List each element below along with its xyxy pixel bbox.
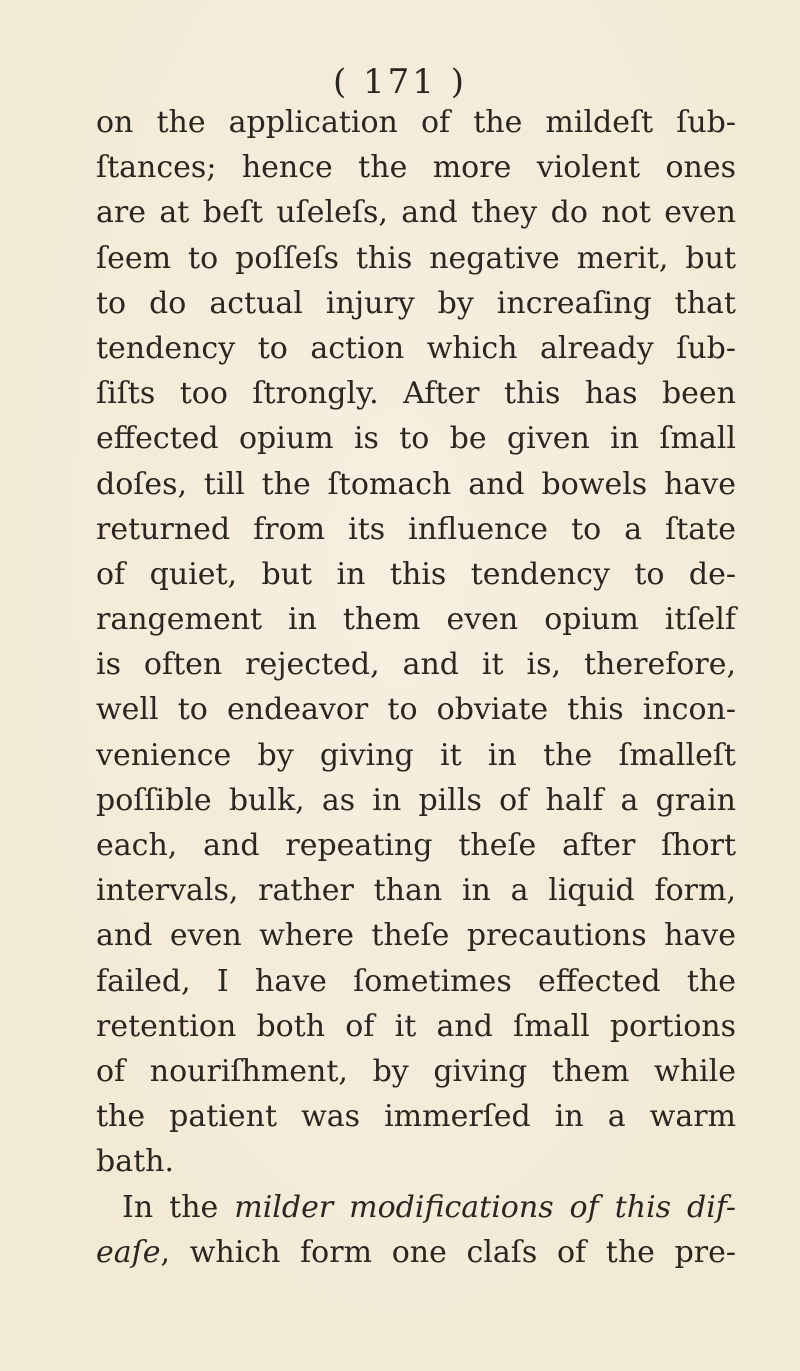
text-line: effected opium is to be given in ſmall <box>96 421 736 457</box>
text-line: each, and repeating theſe after ſhort <box>96 828 736 863</box>
italic-run: eaſe <box>96 1234 161 1270</box>
paragraph-start-line <box>96 1185 736 1230</box>
text-line: returned from its influence to a ſtate <box>96 511 736 547</box>
text-line: ſiſts too ſtrongly. After this has been <box>96 376 736 412</box>
text-line: retention both of it and ſmall portions <box>96 1008 736 1044</box>
text-line: to do actual injury by increaſing that <box>96 285 736 321</box>
text-line: is often rejected, and it is, therefore, <box>96 647 736 683</box>
text-line <box>96 1230 736 1275</box>
text-line: of nouriſhment, by giving them while <box>96 1053 736 1089</box>
text-line: intervals, rather than in a liquid form, <box>96 873 736 909</box>
text-run: , which form one claſs of the pre- <box>160 1234 736 1270</box>
text-line: on the application of the mildeſt ſub- <box>96 105 736 140</box>
text-line: doſes, till the ſtomach and bowels have <box>96 466 736 502</box>
text-line: failed, I have ſometimes effected the <box>96 963 736 999</box>
text-line: of quiet, but in this tendency to de- <box>96 556 736 592</box>
text-line: the patient was immerſed in a warm <box>96 1099 736 1135</box>
text-line: ſtances; hence the more violent ones <box>96 150 736 186</box>
text-line: ſeem to poſſeſs this negative merit, but <box>96 240 736 276</box>
text-line: rangement in them even opium itſelf <box>96 602 736 638</box>
text-line: and even where theſe precautions have <box>96 918 736 954</box>
body-text <box>96 100 736 1275</box>
text-line: venience by giving it in the ſmalleſt <box>96 737 736 773</box>
text-line: are at beſt uſeleſs, and they do not even <box>96 195 736 231</box>
text-line: poſſible bulk, as in pills of half a grain <box>96 782 736 818</box>
text-line: tendency to action which already ſub- <box>96 330 736 366</box>
text-line-end-paragraph: bath. <box>96 1144 175 1180</box>
italic-run: milder modifications of this dif- <box>234 1189 736 1225</box>
text-run: In the <box>122 1189 219 1225</box>
page-number: ( 171 ) <box>332 62 468 102</box>
text-line: well to endeavor to obviate this incon- <box>96 692 736 728</box>
